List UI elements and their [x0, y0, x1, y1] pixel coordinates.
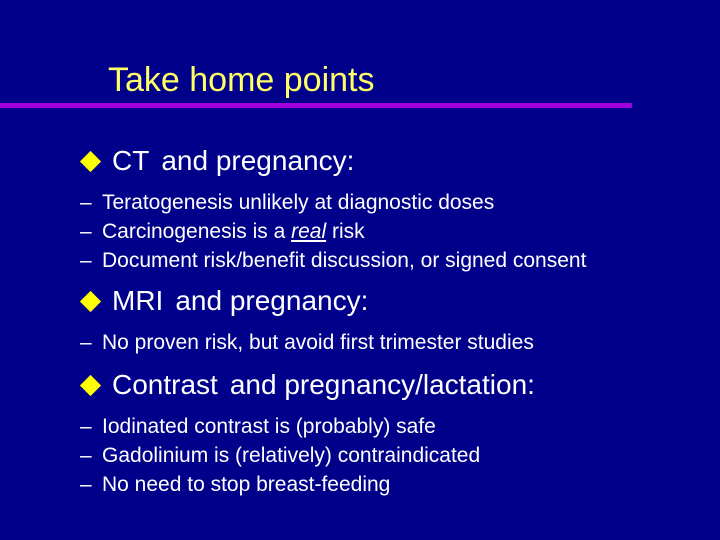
list-item-text: Gadolinium is (relatively) contraindicated	[102, 443, 481, 467]
dash-bullet: –	[80, 190, 92, 214]
list-item	[78, 217, 708, 246]
heading-keyword: Contrast	[112, 369, 218, 400]
heading-keyword: CT	[112, 145, 150, 176]
list-item-text: No need to stop breast-feeding	[102, 472, 391, 496]
dash-bullet: –	[80, 414, 92, 438]
list-item-text	[102, 220, 365, 244]
section-heading	[78, 283, 708, 319]
heading-keyword: MRI	[112, 285, 164, 316]
heading-rest: and pregnancy/lactation:	[229, 369, 535, 400]
section-mri	[78, 283, 708, 357]
heading-text	[112, 283, 368, 319]
list-item	[78, 470, 708, 499]
dash-bullet: –	[80, 443, 92, 467]
list-item-text: No proven risk, but avoid first trimester studies	[102, 330, 534, 354]
list-item	[78, 441, 708, 470]
section-contrast	[78, 367, 708, 499]
list-item	[78, 246, 708, 275]
diamond-bullet-icon	[80, 374, 101, 395]
dash-bullet: –	[80, 330, 92, 354]
dash-bullet: –	[80, 248, 92, 272]
list-item	[78, 328, 708, 357]
heading-text	[112, 143, 354, 179]
sub-bullet-list	[78, 412, 708, 499]
sub-bullet-list	[78, 328, 708, 357]
section-heading	[78, 367, 708, 403]
section-ct	[78, 143, 708, 275]
emphasized-word: real	[291, 219, 327, 243]
heading-text	[112, 367, 535, 403]
dash-bullet: –	[80, 219, 92, 243]
heading-rest: and pregnancy:	[175, 285, 369, 316]
title-underline-rule	[0, 103, 632, 108]
slide-title: Take home points	[108, 61, 375, 99]
list-item-text: Iodinated contrast is (probably) safe	[102, 414, 436, 438]
diamond-bullet-icon	[80, 150, 101, 171]
heading-rest: and pregnancy:	[161, 145, 355, 176]
list-item	[78, 188, 708, 217]
text-pre: Carcinogenesis is a	[102, 219, 292, 243]
sub-bullet-list	[78, 188, 708, 275]
list-item-text: Document risk/benefit discussion, or signed consent	[102, 248, 587, 272]
dash-bullet: –	[80, 472, 92, 496]
text-post: risk	[326, 219, 365, 243]
diamond-bullet-icon	[80, 290, 101, 311]
list-item	[78, 412, 708, 441]
list-item-text: Teratogenesis unlikely at diagnostic doses	[102, 190, 495, 214]
section-heading	[78, 143, 708, 179]
